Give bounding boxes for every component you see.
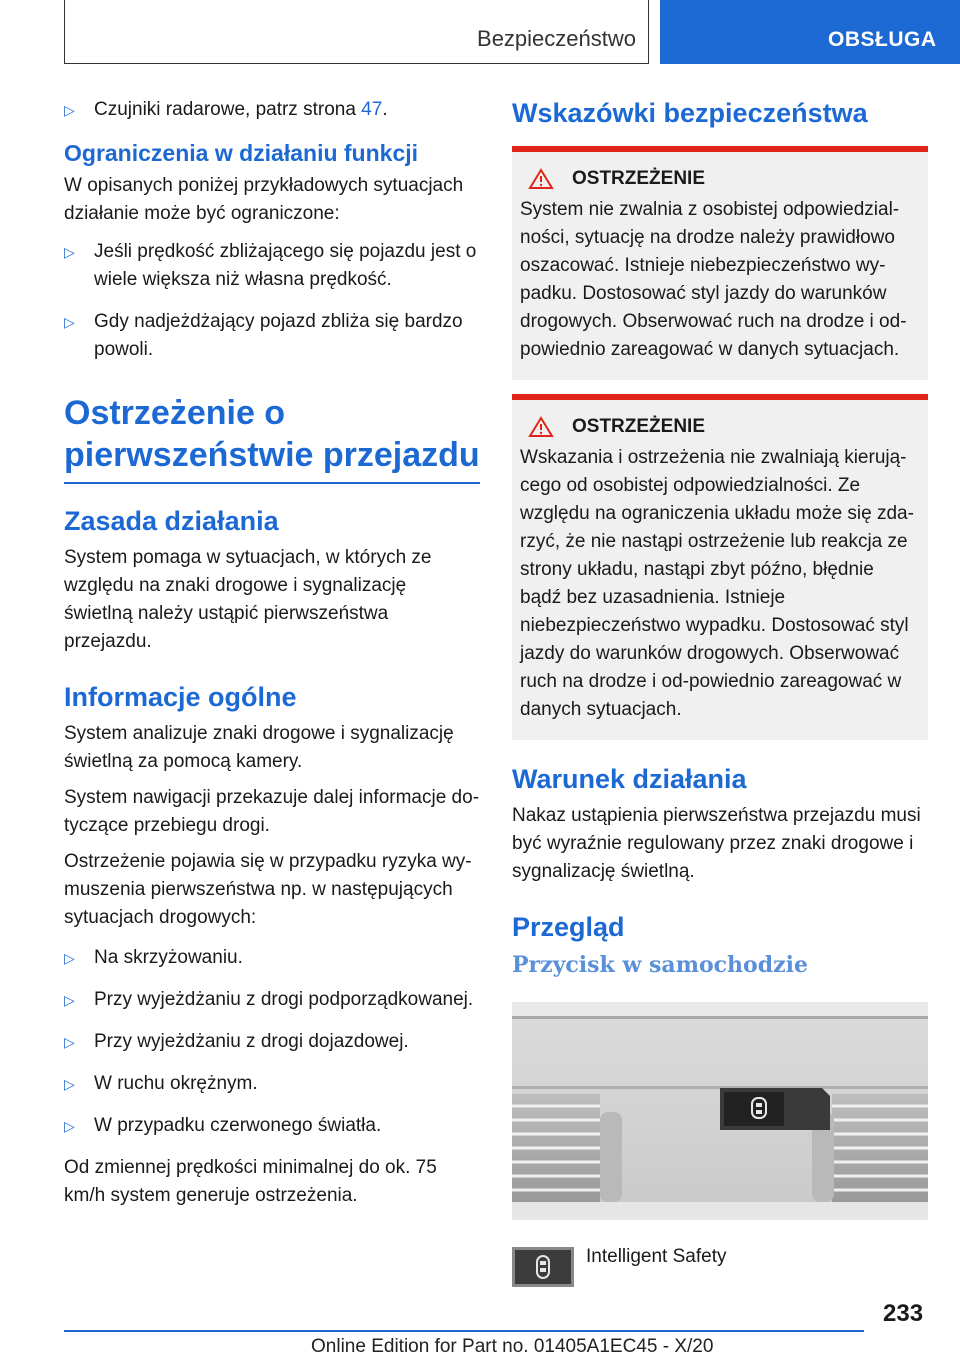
bullet-triangle-icon: ▷: [64, 992, 75, 1008]
intro-bullet: ▷ Czujniki radarowe, patrz strona 47.: [64, 96, 480, 124]
limits-item: ▷ Gdy nadjeżdżający pojazd zbliża się bardzo powoli.: [64, 308, 480, 364]
warning-text: System nie zwalnia z osobistej odpowiedzial-ności, sytuację na drodze należy prawidłowo oszacować. Istnieje niebezpieczeństwo wy-padku. Dostosować styl jazdy do warunków drogowych. Obserwować ruch na drodze i od-powiednio zareagować w danych sytuacjach.: [520, 199, 907, 360]
bullet-triangle-icon: ▷: [64, 950, 75, 966]
safety-heading: Wskazówki bezpieczeństwa: [512, 98, 868, 128]
situation-item: ▷ Przy wyjeżdżaniu z drogi podporządkowanej.: [64, 986, 480, 1014]
header-frame: [64, 0, 649, 64]
footer-edition: Online Edition for Part no. 01405A1EC45 - X/20: [311, 1336, 714, 1357]
limits-item: ▷ Jeśli prędkość zbliżającego się pojazdu jest o wiele większa niż własna prędkość.: [64, 238, 480, 294]
principle-heading: Zasada działania: [64, 506, 279, 536]
warning-title: OSTRZEŻENIE: [520, 416, 918, 438]
warning-triangle-icon: [528, 168, 554, 190]
condition-text: Nakaz ustąpienia pierwszeństwa przejazdu musi być wyraźnie regulowany przez znaki drogowe i sygnalizację świetlną.: [512, 805, 921, 882]
bullet-triangle-icon: ▷: [64, 244, 75, 260]
button-caption: Intelligent Safety: [586, 1246, 727, 1267]
bullet-triangle-icon: ▷: [64, 1076, 75, 1092]
overview-heading: Przegląd: [512, 912, 625, 942]
header-section-title: Bezpieczeństwo: [477, 26, 636, 51]
bullet-triangle-icon: ▷: [64, 1034, 75, 1050]
header-chapter-tab: [660, 0, 960, 64]
situation-item: ▷ W ruchu okrężnym.: [64, 1070, 480, 1098]
header-chapter-label: OBSŁUGA: [828, 28, 937, 51]
left-column: [64, 96, 480, 1218]
limits-text: W opisanych poniżej przykładowych sytuacjach działanie może być ograniczone:: [64, 175, 464, 224]
general-text-3: Ostrzeżenie pojawia się w przypadku ryzyka wy-muszenia pierwszeństwa np. w następujących sytuacjach drogowych:: [64, 851, 472, 928]
right-column: [512, 96, 928, 1287]
button-subheading: Przycisk w samochodzie: [512, 952, 808, 978]
general-text-1: System analizuje znaki drogowe i sygnalizację świetlną za pomocą kamery.: [64, 723, 454, 772]
limits-heading: Ograniczenia w działaniu funkcji: [64, 140, 419, 166]
warning-box: [512, 394, 928, 740]
warning-title: OSTRZEŻENIE: [520, 168, 918, 190]
button-caption-row: [512, 1243, 928, 1287]
bullet-triangle-icon: ▷: [64, 314, 75, 330]
condition-heading: Warunek działania: [512, 764, 747, 794]
intelligent-safety-button-icon: [512, 1247, 574, 1287]
bullet-triangle-icon: ▷: [64, 1118, 75, 1134]
situation-item: ▷ Przy wyjeżdżaniu z drogi dojazdowej.: [64, 1028, 480, 1056]
general-text-2: System nawigacji przekazuje dalej informacje do-tyczące przebiegu drogi.: [64, 787, 480, 836]
page-number: 233: [883, 1300, 924, 1327]
footer-divider: [64, 1330, 864, 1332]
principle-text: System pomaga w sytuacjach, w których ze względu na znaki drogowe i sygnalizację świetlną należy ustąpić pierwszeństwa przejazdu.: [64, 547, 432, 652]
situation-item: ▷ W przypadku czerwonego światła.: [64, 1112, 480, 1140]
bullet-triangle-icon: ▷: [64, 102, 75, 118]
dashboard-button-photo: [512, 1002, 928, 1220]
general-heading: Informacje ogólne: [64, 682, 297, 712]
warning-text: Wskazania i ostrzeżenia nie zwalniają kierują-cego od osobistej odpowiedzialności. Ze względu na ograniczenia układu może się zda-rzyć, że nie nastąpi ostrzeżenie lub reakcja ze strony układu, nastąpi zbyt późno, błędnie bądź bez uzasadnienia. Istnieje niebezpieczeństwo wypadku. Dostosować styl jazdy do warunków drogowych. Obserwować ruch na drodze i od-powiednio zareagować w danych sytuacjach.: [520, 447, 914, 720]
situation-item: ▷ Na skrzyżowaniu.: [64, 944, 480, 972]
warning-triangle-icon: [528, 416, 554, 438]
speed-text: Od zmiennej prędkości minimalnej do ok. 75 km/h system generuje ostrzeżenia.: [64, 1157, 437, 1206]
page-link[interactable]: 47: [361, 99, 383, 120]
main-title: Ostrzeżenie o pierwszeństwie przejazdu: [64, 392, 480, 484]
warning-box: [512, 146, 928, 380]
